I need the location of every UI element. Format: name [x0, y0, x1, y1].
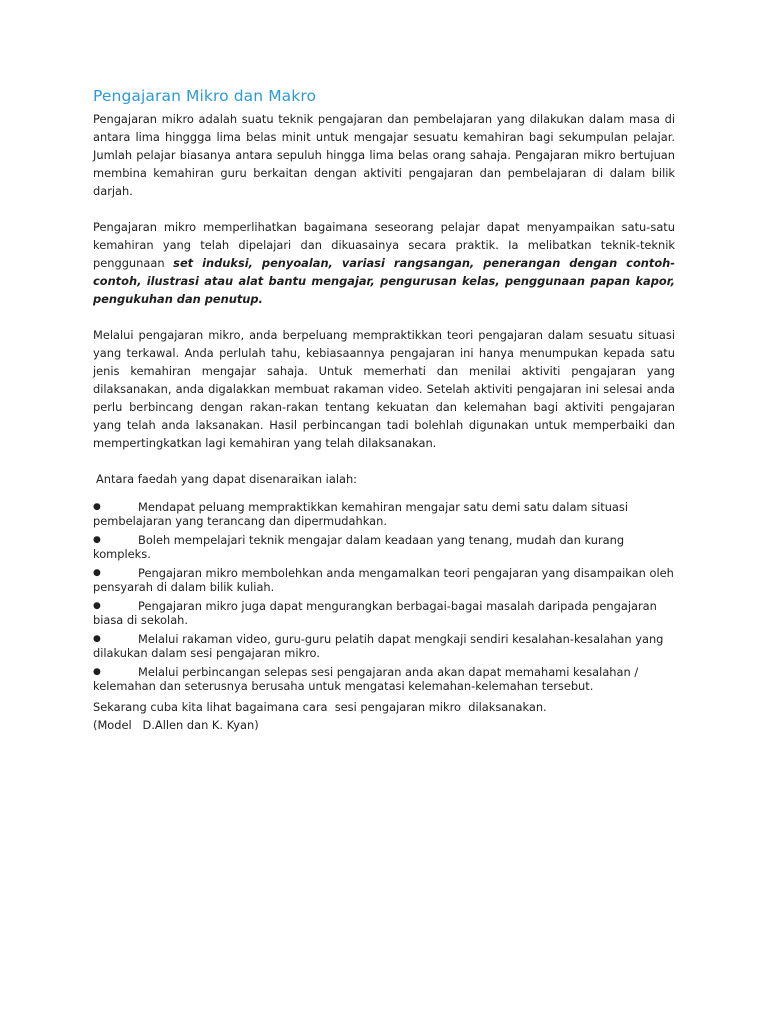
list-item	[93, 632, 675, 660]
paragraph-spacer	[93, 308, 675, 326]
list-item	[93, 500, 675, 528]
list-item	[93, 533, 675, 561]
list-item-text: Boleh mempelajari teknik mengajar dalam keadaan yang tenang, mudah dan kurang kompleks.	[93, 533, 625, 561]
paragraph-skills-emphasis: set induksi, penyoalan, variasi rangsangan, penerangan dengan contoh-contoh, ilustrasi atau alat bantu mengajar, pengurusan kelas, penggunaan papan kapor, pengukuhan dan penutup.	[93, 256, 675, 306]
paragraph-definition: Pengajaran mikro adalah suatu teknik pengajaran dan pembelajaran yang dilakukan dalam masa di antara lima hinggga lima belas minit untuk mengajar sesuatu kemahiran bagi sekumpulan pelajar. Jumlah pelajar biasanya antara sepuluh hingga lima belas orang sahaja. Pengajaran mikro bertujuan membina kemahiran guru berkaitan dengan aktiviti pengajaran dan pembelajaran di dalam bilik darjah.	[93, 112, 675, 198]
model-citation: (Model D.Allen dan K. Kyan)	[93, 718, 259, 732]
bullet-icon: ●	[93, 634, 101, 644]
bullet-icon: ●	[93, 601, 101, 611]
bullet-icon: ●	[93, 568, 101, 578]
list-item-text: Mendapat peluang mempraktikkan kemahiran mengajar satu demi satu dalam situasi pembelajaran yang terancang dan dipermudahkan.	[93, 500, 629, 528]
paragraph-skills-text: Pengajaran mikro memperlihatkan bagaimana seseorang pelajar dapat menyampaikan satu-satu kemahiran yang telah dipelajari dan dikuasainya secara praktik. Ia melibatkan teknik-teknik penggunaan	[93, 220, 675, 270]
paragraph-spacer	[93, 452, 675, 470]
bullet-icon: ●	[93, 502, 101, 512]
bullet-icon: ●	[93, 667, 101, 677]
list-spacer	[93, 488, 675, 500]
list-item-text: Pengajaran mikro membolehkan anda mengamalkan teori pengajaran yang disampaikan oleh pensyarah di dalam bilik kuliah.	[93, 566, 674, 594]
list-item-text: Melalui rakaman video, guru-guru pelatih dapat mengkaji sendiri kesalahan-kesalahan yang dilakukan dalam sesi pengajaran mikro.	[93, 632, 664, 660]
document-page	[93, 86, 675, 734]
page-title: Pengajaran Mikro dan Makro	[93, 87, 317, 105]
list-item-text: Pengajaran mikro juga dapat mengurangkan berbagai-bagai masalah daripada pengajaran biasa di sekolah.	[93, 599, 657, 627]
list-item	[93, 566, 675, 594]
paragraph-skills	[93, 218, 675, 308]
closing-line: Sekarang cuba kita lihat bagaimana cara sesi pengajaran mikro dilaksanakan.	[93, 700, 547, 714]
benefits-intro: Antara faedah yang dapat disenaraikan ialah:	[96, 472, 358, 486]
list-item-text: Melalui perbincangan selepas sesi pengajaran anda akan dapat memahami kesalahan / kelemahan dan seterusnya berusaha untuk mengatasi kelemahan-kelemahan tersebut.	[93, 665, 639, 693]
benefits-list	[93, 500, 675, 693]
bullet-icon: ●	[93, 535, 101, 545]
list-item	[93, 665, 675, 693]
paragraph-practice: Melalui pengajaran mikro, anda berpeluang mempraktikkan teori pengajaran dalam sesuatu situasi yang terkawal. Anda perlulah tahu, kebiasaannya pengajaran ini hanya menumpukan kepada satu jenis kemahiran mengajar sahaja. Untuk memerhati dan menilai aktiviti pengajaran yang dilaksanakan, anda digalakkan membuat rakaman video. Setelah aktiviti pengajaran ini selesai anda perlu berbincang dengan rakan-rakan tentang kekuatan dan kelemahan bagi aktiviti pengajaran yang telah anda laksanakan. Hasil perbincangan tadi bolehlah digunakan untuk memperbaiki dan mempertingkatkan lagi kemahiran yang telah dilaksanakan.	[93, 328, 675, 450]
list-item	[93, 599, 675, 627]
paragraph-spacer	[93, 200, 675, 218]
